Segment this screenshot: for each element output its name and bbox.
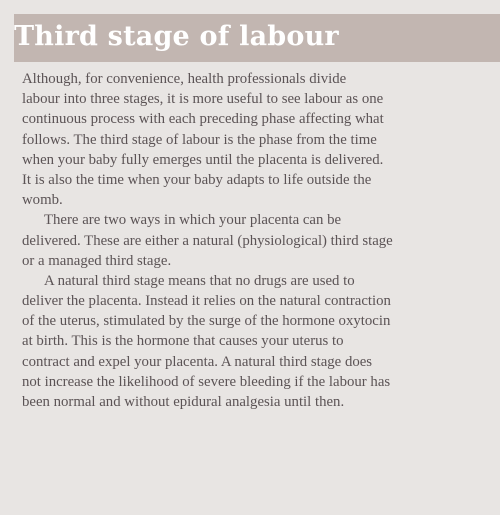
text-line: labour into three stages, it is more useful to see labour as one xyxy=(22,91,384,108)
text-line: follows. The third stage of labour is the phase from the time xyxy=(22,131,377,148)
text-line: continuous process with each preceding phase affecting what xyxy=(22,111,384,128)
text-line: There are two ways in which your placenta can be xyxy=(44,212,342,229)
text-line: at birth. This is the hormone that causes your uterus to xyxy=(22,333,344,350)
text-line: deliver the placenta. Instead it relies on the natural contraction xyxy=(22,293,391,310)
text-line: been normal and without epidural analgesia until then. xyxy=(22,394,345,410)
text-line: delivered. These are either a natural (physiological) third stage xyxy=(22,232,393,249)
text-line: when your baby fully emerges until the placenta is delivered. xyxy=(22,151,384,168)
text-line: Although, for convenience, health professionals divide xyxy=(22,71,347,87)
text-line: womb. xyxy=(22,192,63,209)
text-line: not increase the likelihood of severe bleeding if the labour has xyxy=(22,373,391,390)
text-line: It is also the time when your baby adapts to life outside the xyxy=(22,171,372,188)
text-line: A natural third stage means that no drugs are used to xyxy=(44,272,355,289)
body-text xyxy=(22,69,500,412)
text-line: contract and expel your placenta. A natural third stage does xyxy=(22,353,373,370)
text-line: or a managed third stage. xyxy=(22,252,172,269)
page-title: Third stage of labour xyxy=(14,21,339,52)
text-line: of the uterus, stimulated by the surge of the hormone oxytocin xyxy=(22,313,391,330)
